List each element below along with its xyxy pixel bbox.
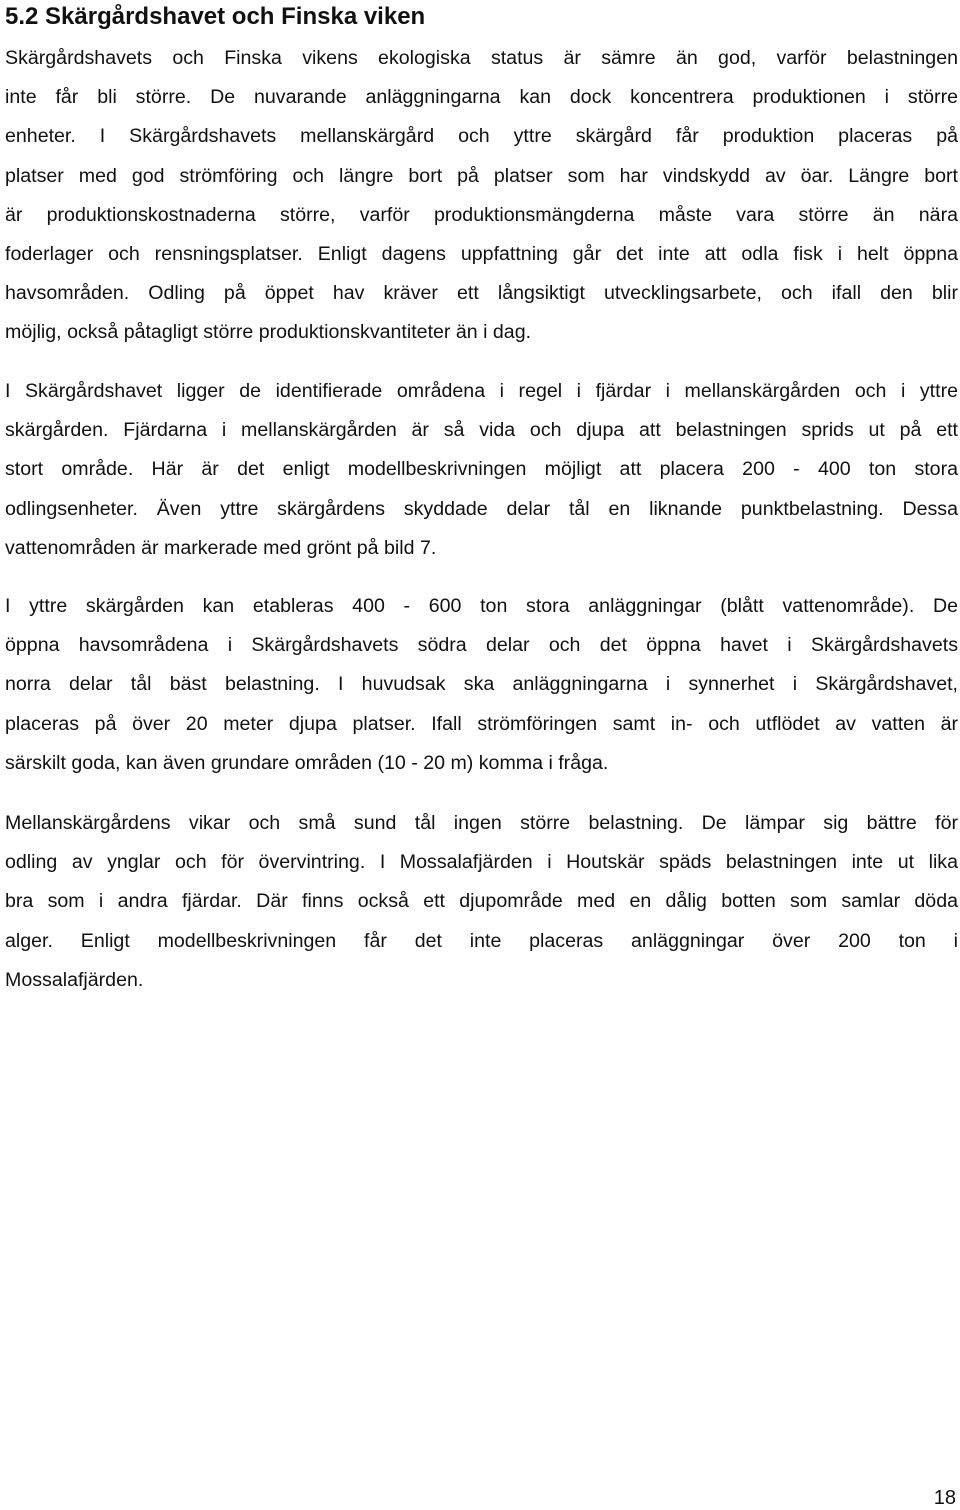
text-line: I Skärgårdshavet ligger de identifierade områdena i regel i fjärdar i mellanskärgården och i yttre bbox=[5, 380, 958, 402]
text-line: foderlager och rensningsplatser. Enligt dagens uppfattning går det inte att odla fisk i helt öppna bbox=[5, 243, 958, 266]
text-line: bra som i andra fjärdar. Där finns också ett djupområde med en dålig botten som samlar döda bbox=[5, 890, 958, 913]
text-line: särskilt goda, kan även grundare områden (10 - 20 m) komma i fråga. bbox=[5, 751, 609, 774]
text-line: Mellanskärgårdens vikar och små sund tål ingen större belastning. De lämpar sig bättre för bbox=[5, 812, 958, 834]
text-line: skärgården. Fjärdarna i mellanskärgården är så vida och djupa att belastningen sprids ut på ett bbox=[5, 419, 958, 442]
text-line: I yttre skärgården kan etableras 400 - 600 ton stora anläggningar (blått vattenområde). De bbox=[5, 595, 958, 617]
paragraph-4 bbox=[5, 804, 958, 1000]
paragraph-1 bbox=[5, 39, 958, 353]
text-line: är produktionskostnaderna större, varför produktionsmängderna måste vara större än nära bbox=[5, 203, 958, 226]
text-line: Skärgårdshavets och Finska vikens ekologiska status är sämre än god, varför belastningen bbox=[5, 47, 958, 69]
text-line: alger. Enligt modellbeskrivningen får det inte placeras anläggningar över 200 ton i bbox=[5, 929, 958, 952]
text-line: odlingsenheter. Även yttre skärgårdens skyddade delar tål en liknande punktbelastning. Dessa bbox=[5, 497, 958, 520]
text-line: inte får bli större. De nuvarande anläggningarna kan dock koncentrera produktionen i större bbox=[5, 86, 958, 109]
text-line: enheter. I Skärgårdshavets mellanskärgård och yttre skärgård får produktion placeras på bbox=[5, 125, 958, 148]
text-line: odling av ynglar och för övervintring. I Mossalafjärden i Houtskär späds belastningen inte ut lika bbox=[5, 851, 958, 874]
text-line: möjlig, också påtagligt större produktionskvantiteter än i dag. bbox=[5, 321, 532, 344]
paragraph-2 bbox=[5, 372, 958, 568]
text-line: stort område. Här är det enligt modellbeskrivningen möjligt att placera 200 - 400 ton stora bbox=[5, 458, 958, 481]
text-line: öppna havsområdena i Skärgårdshavets södra delar och det öppna havet i Skärgårdshavets bbox=[5, 634, 958, 657]
text-line: vattenområden är markerade med grönt på bild 7. bbox=[5, 536, 437, 559]
text-line: Mossalafjärden. bbox=[5, 968, 144, 991]
text-line: platser med god strömföring och längre bort på platser som har vindskydd av öar. Längre bort bbox=[5, 164, 958, 187]
text-line: havsområden. Odling på öppet hav kräver ett långsiktigt utvecklingsarbete, och ifall den blir bbox=[5, 282, 958, 305]
page-number: 18 bbox=[933, 1487, 956, 1509]
paragraph-3 bbox=[5, 587, 958, 783]
section-heading: 5.2 Skärgårdshavet och Finska viken bbox=[5, 3, 426, 30]
text-line: norra delar tål bäst belastning. I huvudsak ska anläggningarna i synnerhet i Skärgårdshavet, bbox=[5, 673, 958, 696]
text-line: placeras på över 20 meter djupa platser. Ifall strömföringen samt in- och utflödet av vatten är bbox=[5, 712, 958, 735]
